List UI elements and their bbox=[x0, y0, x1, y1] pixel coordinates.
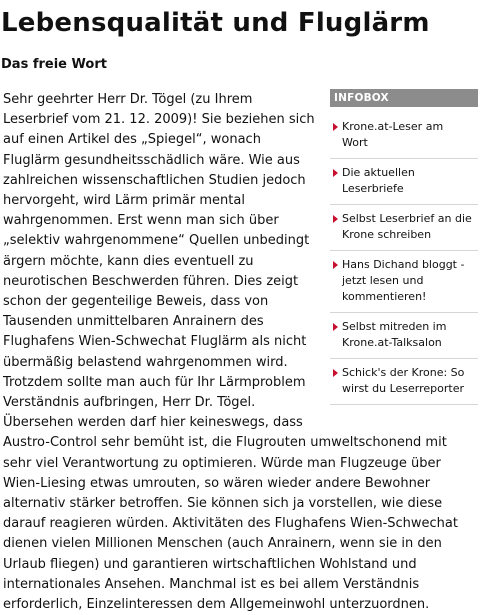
infobox-link-text[interactable]: Krone.at-Talksalon bbox=[342, 336, 442, 349]
infobox-link-text[interactable]: kommentieren! bbox=[342, 290, 427, 303]
article-body-line: darauf reagieren würden. Aktivitäten des Flughafens Wien-Schwechat bbox=[3, 516, 458, 532]
infobox-link-list bbox=[330, 107, 478, 405]
article-body-line: Wien-Liesing etwas umrouten, so wären wieder andere Bewohner bbox=[3, 475, 431, 491]
article-body-line: Leserbrief vom 21. 12. 2009)! Sie beziehen sich bbox=[3, 112, 315, 128]
infobox-link-leserreporter[interactable] bbox=[330, 359, 478, 405]
infobox-link-text[interactable]: Schick's der Krone: So bbox=[342, 366, 465, 379]
infobox-link-aktuelle-leserbriefe[interactable] bbox=[330, 159, 478, 205]
article-body-line: Verständnis aufbringen, Herr Dr. Tögel. bbox=[3, 395, 256, 411]
article-body-line: Urlaub fliegen) und garantieren wirtschaftlichen Wohlstand und bbox=[3, 556, 417, 572]
infobox-title: INFOBOX bbox=[330, 89, 478, 107]
infobox-link-text[interactable]: wirst du Leserreporter bbox=[342, 382, 464, 395]
article-body-line: neurotischen Beschwerden führen. Dies zeigt bbox=[3, 273, 299, 289]
article-body-line: Austro-Control sehr bemüht ist, die Flugrouten umweltschonend mit bbox=[3, 435, 447, 451]
article-body-line: hervorgeht, wird Lärm primär mental bbox=[3, 193, 245, 209]
infobox bbox=[330, 89, 478, 405]
article-body-line: wahrgenommen. Erst wenn man sich über bbox=[3, 213, 279, 229]
infobox-link-text[interactable]: Krone.at-Leser am bbox=[342, 120, 444, 133]
article-body-line: Übersehen werden darf hier keineswegs, dass bbox=[3, 415, 303, 431]
article-body-line: übermäßig belastend wahrgenommen wird. bbox=[3, 354, 288, 370]
red-triangle-bullet-icon bbox=[333, 369, 338, 377]
article-body-line: auf einen Artikel des „Spiegel“, wonach bbox=[3, 132, 261, 148]
article-body-line: Flughafens Wien-Schwechat Fluglärm als nicht bbox=[3, 334, 307, 350]
article-body-line: schon der gegenteilige Beweis, dass von bbox=[3, 294, 269, 310]
red-triangle-bullet-icon bbox=[333, 261, 338, 269]
red-triangle-bullet-icon bbox=[333, 123, 338, 131]
infobox-link-text[interactable]: Krone schreiben bbox=[342, 228, 432, 241]
infobox-link-talksalon[interactable] bbox=[330, 313, 478, 359]
red-triangle-bullet-icon bbox=[333, 323, 338, 331]
article-body-line: dienen vielen Millionen Menschen (auch Anrainern, wenn sie in den bbox=[3, 536, 442, 552]
article-headline: Lebensqualität und Fluglärm bbox=[1, 8, 430, 38]
infobox-link-text[interactable]: Selbst Leserbrief an die bbox=[342, 212, 472, 225]
article-body-line: sehr viel Verantwortung zu optimieren. Würde man Flugzeuge über bbox=[3, 455, 441, 471]
article-body-line: alternativ stärker betroffen. Sie können sich ja vorstellen, wie diese bbox=[3, 496, 443, 512]
red-triangle-bullet-icon bbox=[333, 215, 338, 223]
article-body-line: ärgern möchte, kann dies eventuell zu bbox=[3, 253, 254, 269]
article-body-line: Fluglärm gesundheitsschädlich wäre. Wie aus bbox=[3, 152, 300, 168]
infobox-link-text[interactable]: Hans Dichand bloggt - bbox=[342, 258, 465, 271]
article-body-line: Trotzdem sollte man auch für Ihr Lärmproblem bbox=[3, 374, 306, 390]
infobox-link-text[interactable]: Die aktuellen bbox=[342, 166, 415, 179]
article-body-line: „selektiv wahrgenommene“ Quellen unbedingt bbox=[3, 233, 310, 249]
infobox-link-text[interactable]: jetzt lesen und bbox=[342, 274, 424, 287]
article-body-line: zahlreichen wissenschaftlichen Studien jedoch bbox=[3, 172, 306, 188]
article-body-line: Tausenden unmittelbaren Anrainern des bbox=[3, 314, 264, 330]
infobox-link-leser-am-wort[interactable] bbox=[330, 107, 478, 159]
infobox-link-leserbrief-schreiben[interactable] bbox=[330, 205, 478, 251]
article-section-label: Das freie Wort bbox=[1, 57, 107, 72]
infobox-link-text[interactable]: Wort bbox=[342, 136, 368, 149]
infobox-link-text[interactable]: Leserbriefe bbox=[342, 182, 404, 195]
article-body-line: Sehr geehrter Herr Dr. Tögel (zu Ihrem bbox=[3, 92, 253, 107]
article-body-line: erforderlich, Einzelinteressen dem Allgemeinwohl unterzuordnen. bbox=[3, 597, 430, 613]
infobox-link-dichand-blog[interactable] bbox=[330, 251, 478, 313]
red-triangle-bullet-icon bbox=[333, 169, 338, 177]
article-body-line: internationales Ansehen. Manchmal ist es bei allem Verständnis bbox=[3, 576, 420, 592]
infobox-link-text[interactable]: Selbst mitreden im bbox=[342, 320, 447, 333]
